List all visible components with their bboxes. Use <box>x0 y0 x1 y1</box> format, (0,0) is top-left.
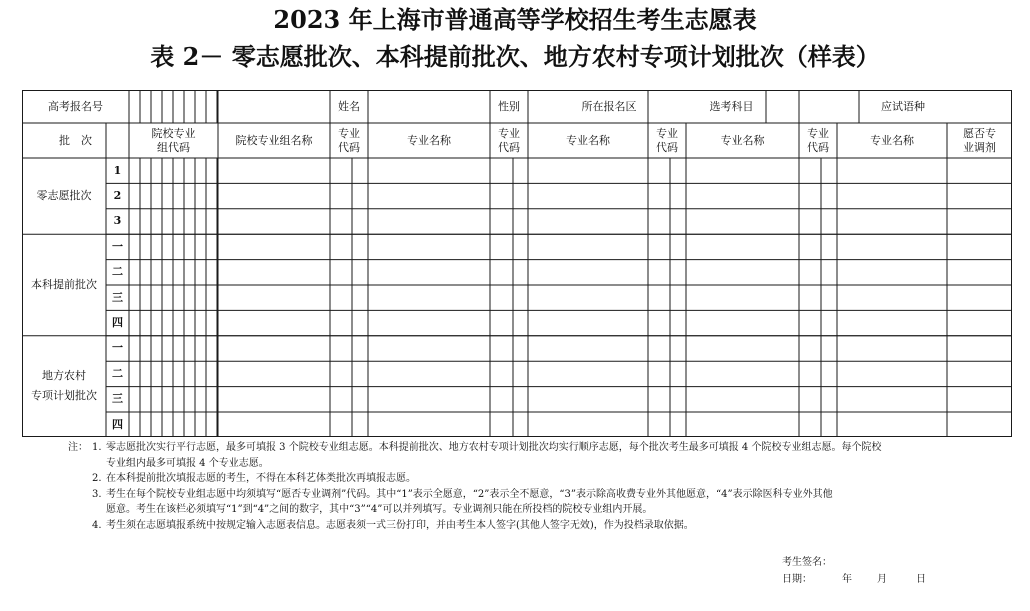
order-number: 三 <box>112 392 123 406</box>
major-code-header-line: 专业 <box>498 126 520 140</box>
major-code-header <box>799 123 837 158</box>
major-code-header <box>490 123 528 158</box>
note-text: 愿意。考生在该栏必须填写“1”到“4”之间的数字，其中“3”“4”可以并列填写。专业调剂只能在所投档的院校专业组内开展。 <box>106 504 653 515</box>
major-code-header-line: 代码 <box>498 140 520 154</box>
note-indent <box>68 471 92 487</box>
order-number: 四 <box>112 417 123 431</box>
order-number: 一 <box>112 341 123 355</box>
major-code-header <box>330 123 368 158</box>
batch-name <box>22 336 106 437</box>
major-name-header: 专业名称 <box>566 133 610 147</box>
major-code-header-line: 专业 <box>338 126 360 140</box>
note-indent <box>68 487 92 503</box>
date-label: 日期： <box>782 574 812 585</box>
note-number: 4. <box>92 519 102 531</box>
note-line <box>68 471 998 487</box>
subjects-label: 选考科目 <box>709 99 754 113</box>
major-name-header: 专业名称 <box>407 133 451 147</box>
name-label: 姓名 <box>338 99 360 113</box>
order-number: 2 <box>113 189 122 203</box>
group-code-header-line: 组代码 <box>157 140 190 154</box>
note-line <box>68 518 998 534</box>
batch-name: 零志愿批次 <box>36 189 92 203</box>
order-number: 二 <box>112 265 123 279</box>
form-title: 2023 年上海市普通高等学校招生考生志愿表 <box>273 5 757 34</box>
adjust-header <box>947 123 1012 158</box>
note-line <box>68 502 998 518</box>
major-name-header: 专业名称 <box>870 133 914 147</box>
date-year: 年 <box>842 574 852 585</box>
signature-label: 考生签名： <box>782 557 832 568</box>
note-text: 考生在每个院校专业组志愿中均须填写“愿否专业调剂”代码。其中“1”表示全愿意，“2”表示全不愿意，“3”表示除高收费专业外其他愿意，“4”表示除医科专业外其他 <box>106 488 833 500</box>
date-month: 月 <box>877 574 887 585</box>
group-code-header-line: 院校专业 <box>151 126 196 140</box>
order-number: 1 <box>113 163 122 177</box>
note-text: 在本科提前批次填报志愿的考生，不得在本科艺体类批次再填报志愿。 <box>106 473 416 484</box>
note-indent <box>68 518 92 534</box>
note-number <box>92 502 106 518</box>
note-text: 零志愿批次实行平行志愿，最多可填报 3 个院校专业组志愿。本科提前批次、地方农村专项计划批次均实行顺序志愿，每个批次考生最多可填报 4 个院校专业组志愿。每个院校 <box>106 442 882 453</box>
form-subtitle: 表 2－ 零志愿批次、本科提前批次、地方农村专项计划批次（样表） <box>150 42 880 71</box>
gender-label: 性别 <box>498 99 520 113</box>
batch-name-line: 专项计划批次 <box>31 389 97 403</box>
note-number <box>92 456 106 472</box>
major-code-header <box>648 123 686 158</box>
note-indent <box>68 502 92 518</box>
note-line <box>68 456 998 472</box>
major-code-header-line: 代码 <box>338 140 360 154</box>
adjust-header-line: 业调剂 <box>963 140 996 154</box>
district-label: 所在报名区 <box>581 99 637 113</box>
notes-section <box>68 440 998 533</box>
batch-header: 批 次 <box>59 133 92 147</box>
note-number: 1. <box>92 442 102 453</box>
batch-name-line: 地方农村 <box>42 369 86 383</box>
adjust-header-line: 愿否专 <box>963 126 996 140</box>
note-line <box>68 440 998 456</box>
note-line <box>68 487 998 503</box>
order-number: 二 <box>112 366 123 380</box>
major-code-header-line: 专业 <box>807 126 829 140</box>
major-name-header: 专业名称 <box>720 133 765 147</box>
order-number: 四 <box>112 316 123 330</box>
note-number: 2. <box>92 473 102 484</box>
major-code-header-line: 专业 <box>656 126 678 140</box>
note-text: 考生须在志愿填报系统中按规定输入志愿表信息。志愿表须一式三份打印，并由考生本人签字(其他人签字无效)，作为投档录取依据。 <box>106 519 694 531</box>
notes-prefix: 注： <box>68 442 88 453</box>
order-number: 一 <box>112 239 123 253</box>
major-code-header-line: 代码 <box>807 140 829 154</box>
group-name-header: 院校专业组名称 <box>235 133 313 147</box>
note-number: 3. <box>92 488 102 500</box>
major-code-header-line: 代码 <box>656 140 678 154</box>
group-code-header <box>129 123 218 158</box>
note-indent <box>68 456 92 472</box>
batch-name: 本科提前批次 <box>31 277 97 291</box>
language-label: 应试语种 <box>881 99 925 113</box>
order-number: 三 <box>112 290 123 304</box>
date-day: 日 <box>916 574 926 585</box>
exam-no-label: 高考报名号 <box>48 99 103 113</box>
order-number: 3 <box>113 214 122 228</box>
note-text: 专业组内最多可填报 4 个专业志愿。 <box>106 457 269 469</box>
